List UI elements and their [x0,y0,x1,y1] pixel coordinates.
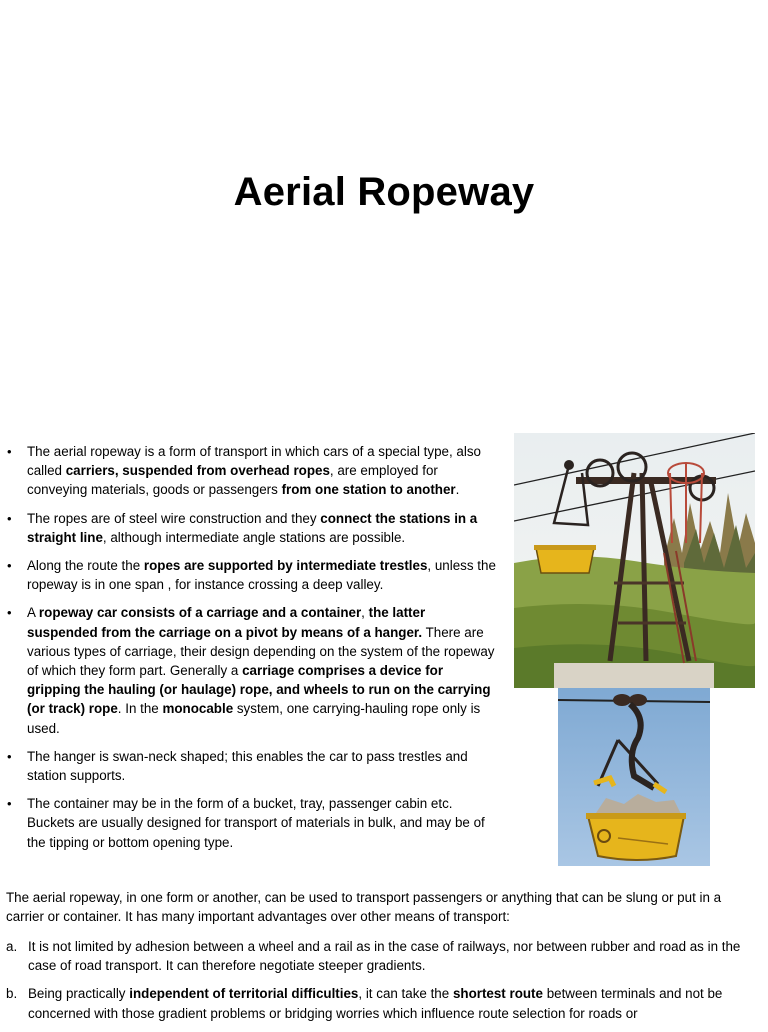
text: , although intermediate angle stations are possible. [102,529,406,545]
text: system, one carrying-hauling rope only is used. [27,701,481,736]
bullet-list [6,442,498,861]
text: The aerial ropeway is a form of transport in which cars of a special type, also called [27,444,482,479]
text: The ropes are of steel wire construction and they [27,510,321,526]
bullet-marker: • [7,444,12,459]
text: The hanger is swan-neck shaped; this enables the car to pass trestles and station supports. [27,748,468,784]
advantage-item [6,937,762,975]
text: The container may be in the form of a bucket, tray, passenger cabin etc. Buckets are usually designed for transport of materials in bulk, and may be of the tipping or bottom opening type. [27,796,485,850]
text: , unless the ropeway is in one span , for instance crossing a deep valley. [27,558,496,593]
bullet-marker: • [7,748,12,764]
bullet-marker: • [7,510,12,526]
text: , it can take the [358,986,453,1002]
text: . [455,482,460,498]
bullet-marker: • [7,558,12,574]
ore-bucket-photo [558,688,710,866]
bold-text: connect the stations in a straight line [27,510,478,545]
page-title: Aerial Ropeway [233,170,535,214]
bullet-item [6,603,498,737]
text: It is not limited by adhesion between a wheel and a rail as in the case of railways, nor between rubber and road as in the case of road transport. It can therefore negotiate steeper gradients. [28,939,741,974]
bullet-item [6,747,498,785]
text: between terminals and not be concerned with those gradient problems or bridging worries which influence route selection for roads or [28,986,723,1021]
bullet-item [6,794,498,852]
bullet-marker: • [7,605,12,621]
bullet-marker: • [7,796,12,812]
bold-text: independent of territorial difficulties [129,986,359,1002]
advantages-list [6,937,762,1032]
text: There are various types of carriage, their design depending on the system of the ropeway of which they form part. Generally a [27,624,495,679]
bold-text: carriers, suspended from overhead ropes [65,463,330,479]
list-marker: b. [6,986,18,1002]
bullet-item [6,509,498,547]
list-marker: a. [6,939,18,954]
bold-text: the latter suspended from the carriage on a pivot by means of a hanger. [27,605,426,640]
text: Being practically [28,986,130,1002]
intro-paragraph: The aerial ropeway, in one form or another, can be used to transport passengers or anything that can be slung or put in a carrier or container. It has many important advantages over other means of transport: [6,890,722,925]
bold-text: carriage comprises a device for gripping the hauling (or haulage) rope, and wheels to run on the carrying (or track) rope [27,663,491,717]
bullet-item [6,442,498,500]
text: A [27,605,39,621]
text: , are employed for conveying materials, goods or passengers [27,463,438,498]
bullet-item [6,556,498,594]
text: Along the route the [27,558,144,574]
bold-text: ropes are supported by intermediate trestles [143,558,428,574]
bold-text: monocable [162,701,234,717]
text: , [361,605,369,621]
text: . In the [117,701,163,717]
bold-text: ropeway car consists of a carriage and a container [38,605,362,621]
ropeway-trestle-photo [514,433,755,688]
bold-text: shortest route [452,986,543,1002]
bold-text: from one station to another [281,482,456,498]
advantage-item [6,984,762,1022]
